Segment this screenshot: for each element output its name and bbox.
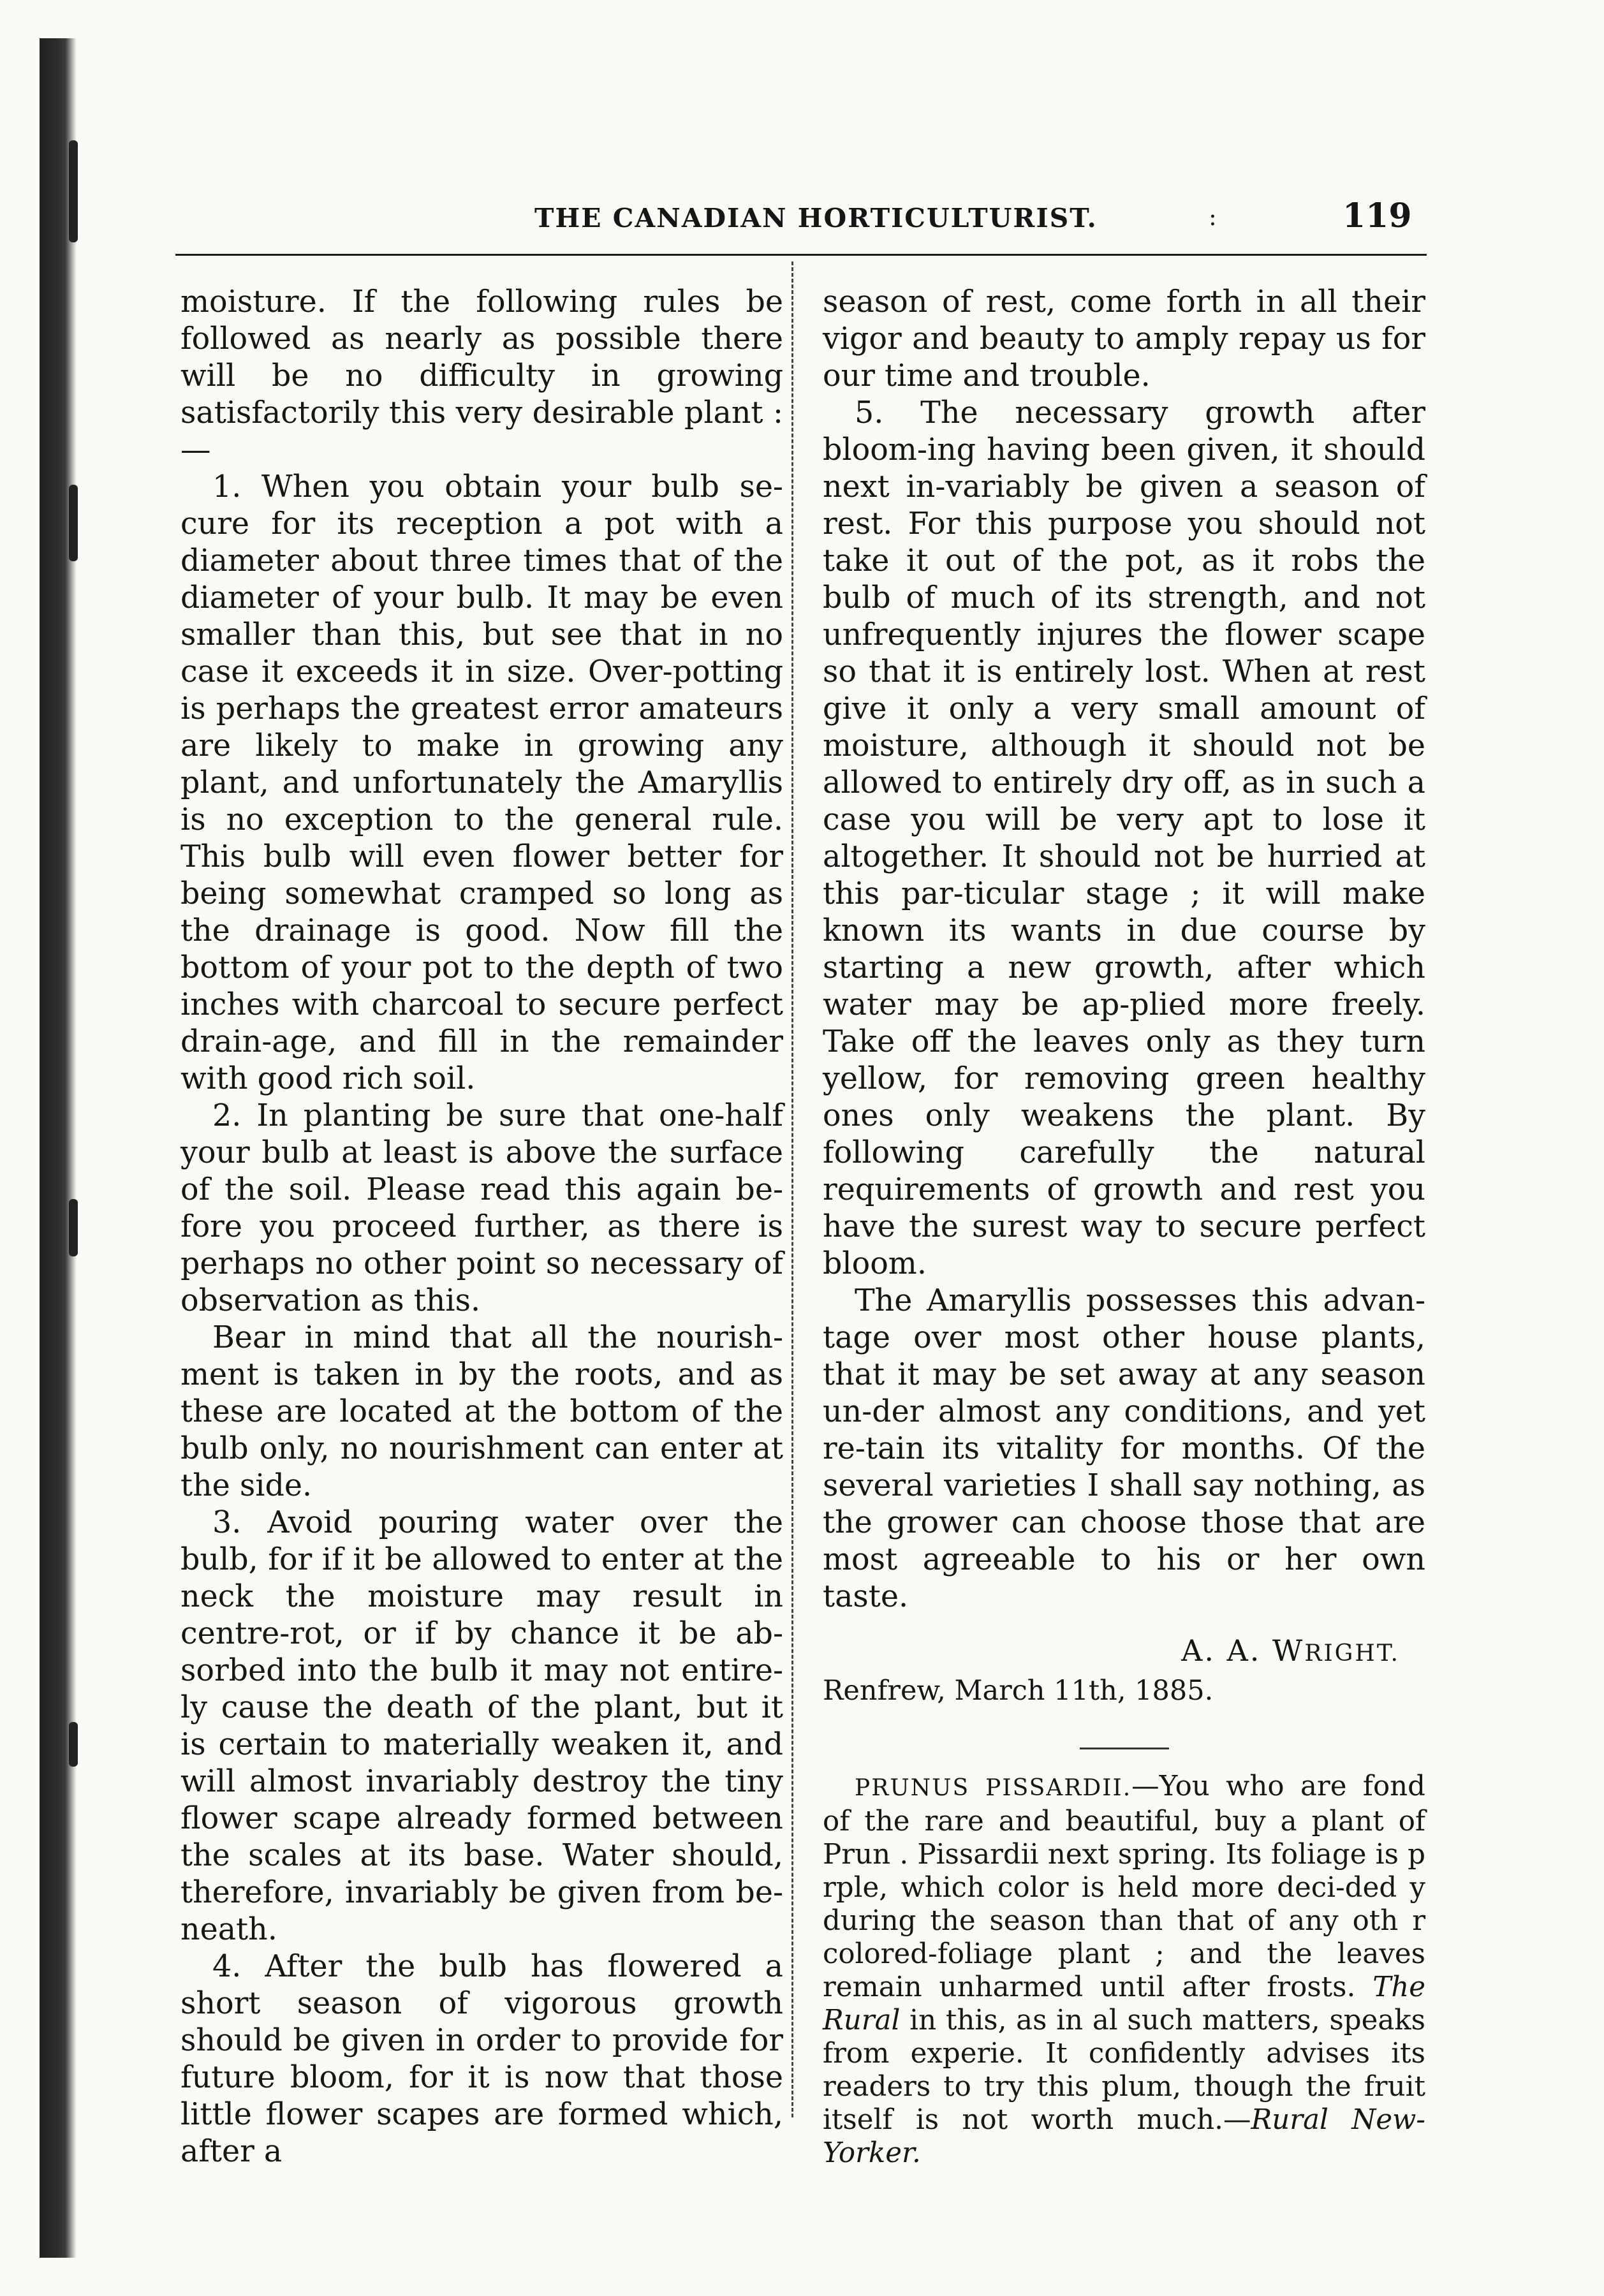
dateline: Renfrew, March 11th, 1885. [823, 1675, 1214, 1707]
section-rule [1080, 1748, 1169, 1749]
paragraph: The Amaryllis possesses this advan-tage over most other house plants, that it may be set away at any season un-der almost any conditions, and yet re-tain its vitality for months. Of the several varieties I shall say nothing, as the grower can choose those that are most agreeable to his or her own taste. [823, 1283, 1425, 1614]
prunus-text: in this, as in al such matters, speaks from experie. It confidently advises its readers to try this plum, though the fruit itself is not worth much.— [823, 2005, 1425, 2136]
prunus-heading: PRUNUS PISSARDII. [855, 1775, 1132, 1801]
paragraph: moisture. If the following rules be followed as nearly as possible there will be no difficulty in growing satisfactorily this very desirable plant :— [180, 284, 783, 467]
header-rule [175, 254, 1427, 256]
paragraph-rule-2: 2. In planting be sure that one-half your bulb at least is above the surface of the soil. Please read this again be-fore you proceed further, as there is perhaps no other point so necessary of observation as this. [180, 1098, 783, 1318]
header-mark: : [1209, 203, 1217, 231]
paragraph-rule-1: 1. When you obtain your bulb se-cure for its reception a pot with a diameter about three times that of the diameter of your bulb. It may be even smaller than this, but see that in no case it exceeds it in size. Over-potting is perhaps the greatest error amateurs are likely to make in growing any plant, and unfortunately the Amaryllis is no exception to the general rule. This bulb will even flower better for being somewhat cramped so long as the drainage is good. Now fill the bottom of your pot to the depth of two inches with charcoal to secure perfect drain-age, and fill in the remainder with good rich soil. [180, 469, 783, 1096]
paragraph: Bear in mind that all the nourish-ment is taken in by the roots, and as these are located at the bottom of the bulb only, no nourishment can enter at the side. [180, 1320, 783, 1503]
right-column [823, 284, 1425, 2170]
source-citation: Rural New-Yorker. [823, 2104, 1425, 2169]
prunus-paragraph [823, 1770, 1425, 2170]
binding-speck [69, 140, 78, 242]
left-column [180, 284, 783, 2170]
paragraph-rule-4: 4. After the bulb has flowered a short season of vigorous growth should be given in order to provide for future bloom, for it is now that those little flower scapes are formed which, after a [180, 1949, 783, 2169]
binding-speck [69, 1722, 78, 1767]
paragraph: season of rest, come forth in all their vigor and beauty to amply repay us for our time and trouble. [823, 284, 1425, 394]
signature-initials: A. A. W [1181, 1633, 1305, 1668]
prunus-text: —You who are fond of the rare and beautiful, buy a plant of Prun . Pissardii next spring. Its foliage is p rple, which color is held more deci-ded y during the season than that of any oth r colored-foliage plant ; and the leaves remain unharmed until after frosts. [823, 1770, 1425, 2003]
book-binding-edge [40, 38, 77, 2258]
paragraph-rule-3: 3. Avoid pouring water over the bulb, for if it be allowed to enter at the neck the moisture may result in centre-rot, or if by chance it be ab-sorbed into the bulb it may not entire-ly cause the death of the plant, but it is certain to materially weaken it, and will almost invariably destroy the tiny flower scape already formed between the scales at its base. Water should, therefore, invariably be given from be-neath. [180, 1505, 783, 1947]
author-signature [823, 1632, 1425, 1672]
page-number: 119 [1343, 196, 1412, 235]
running-title: THE CANADIAN HORTICULTURIST. [534, 203, 1098, 233]
binding-speck [69, 1199, 78, 1256]
page-header [175, 190, 1451, 247]
paragraph-rule-5: 5. The necessary growth after bloom-ing having been given, it should next in-variably be given a season of rest. For this purpose you should not take it out of the pot, as it robs the bulb of much of its strength, and not unfrequently injures the flower scape so that it is entirely lost. When at rest give it only a very small amount of moisture, although it should not be allowed to entirely dry off, as in such a case you will be very apt to lose it altogether. It should not be hurried at this par-ticular stage ; it will make known its wants in due course by starting a new growth, after which water may be ap-plied more freely. Take off the leaves only as they turn yellow, for removing green healthy ones only weakens the plant. By following carefully the natural requirements of growth and rest you have the surest way to secure perfect bloom. [823, 395, 1425, 1281]
signature-surname: RIGHT. [1304, 1640, 1400, 1667]
column-divider [791, 261, 793, 2117]
publication-name: The Rural [823, 1971, 1425, 2036]
binding-speck [69, 485, 78, 561]
